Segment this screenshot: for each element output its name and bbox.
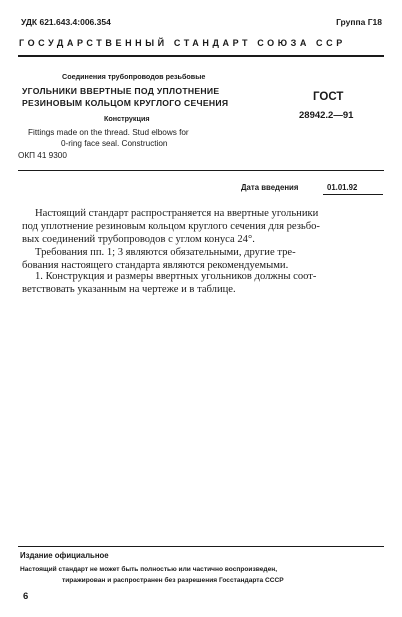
page-number: 6 [23, 591, 29, 602]
okp-code: ОКП 41 9300 [18, 151, 67, 160]
intro-date-underline [323, 194, 383, 195]
udk-code: УДК 621.643.4:006.354 [21, 17, 111, 27]
body-line: бования настоящего стандарта являются рекомендуемыми. [22, 260, 289, 271]
intro-date-value: 01.01.92 [327, 183, 358, 192]
subtitle: Соединения трубопроводов резьбовые [62, 72, 206, 81]
section-title: Конструкция [104, 114, 150, 123]
reproduction-notice-line-1: Настоящий стандарт не может быть полностью или частично воспроизведен, [20, 566, 278, 573]
intro-date-label: Дата введения [241, 183, 299, 192]
state-standard-banner: ГОСУДАРСТВЕННЫЙ СТАНДАРТ СОЮЗА ССР [19, 38, 346, 48]
group-code: Группа Г18 [336, 17, 382, 27]
title-block-rule [18, 170, 384, 171]
header-rule [18, 55, 384, 57]
english-title-line-2: 0-ring face seal. Construction [61, 139, 168, 148]
gost-label: ГОСТ [313, 91, 344, 103]
body-line: вых соединений трубопроводов с углом конуса 24°. [22, 234, 255, 245]
footer-rule [18, 546, 384, 547]
body-line: Требования пп. 1; 3 являются обязательными, другие тре- [35, 247, 296, 258]
body-line: под уплотнение резиновым кольцом круглого сечения для резьбо- [22, 221, 320, 232]
gost-number: 28942.2—91 [299, 110, 354, 121]
title-line-2: РЕЗИНОВЫМ КОЛЬЦОМ КРУГЛОГО СЕЧЕНИЯ [22, 98, 229, 108]
body-line: 1. Конструкция и размеры ввертных угольников должны соот- [35, 271, 317, 282]
title-line-1: УГОЛЬНИКИ ВВЕРТНЫЕ ПОД УПЛОТНЕНИЕ [22, 86, 220, 96]
body-line: Настоящий стандарт распространяется на ввертные угольники [35, 208, 319, 219]
body-line: ветствовать указанным на чертеже и в таблице. [22, 284, 236, 295]
english-title-line-1: Fittings made on the thread. Stud elbows for [28, 128, 189, 137]
official-edition: Издание официальное [20, 551, 109, 560]
reproduction-notice-line-2: тиражирован и распространен без разрешения Госстандарта СССР [62, 577, 284, 584]
